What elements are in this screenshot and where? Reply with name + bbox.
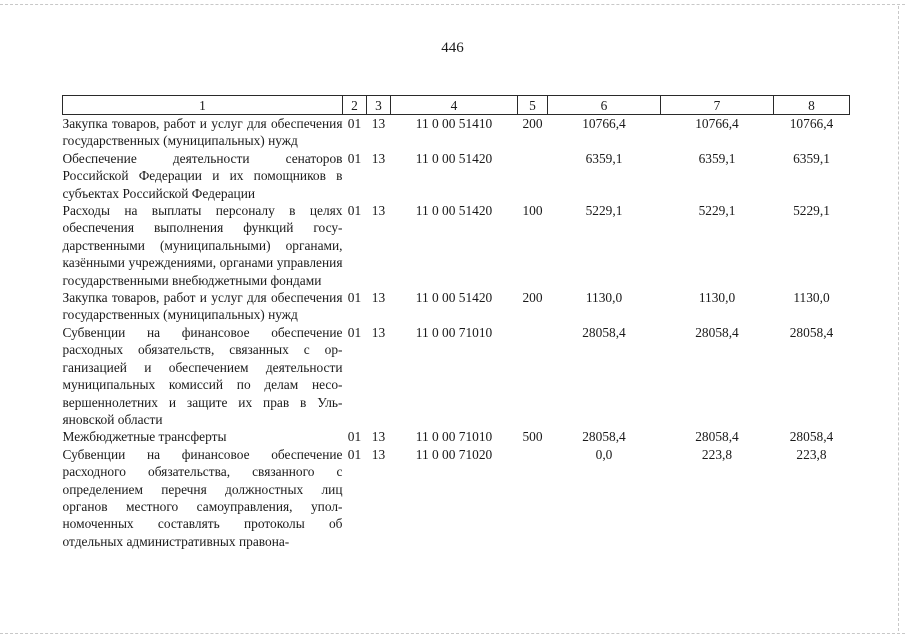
row-name: Субвенции на финансовое обеспечение расходного обязательства, связанного с определением перечня должностных лиц органов местного самоуправления, уполномоченных составлять протоколы об отдельных административных правона- bbox=[62, 446, 343, 549]
row-name: Закупка товаров, работ и услуг для обеспечения государственных (муниципальных) нужд bbox=[62, 290, 343, 323]
scan-edge-top bbox=[0, 4, 905, 5]
scan-edge-right bbox=[898, 6, 899, 631]
row-amount-8: 6359,1 bbox=[793, 150, 830, 166]
row-name: Субвенции на финансовое обеспечение расходных обязательств, связанных с организацией и обеспечением деятельности муниципальных комиссий по делам несовершеннолетних и защите их прав в Ульяновской области bbox=[62, 324, 343, 427]
row-target-code: 11 0 00 51420 bbox=[415, 150, 493, 166]
row-amount-6: 6359,1 bbox=[585, 150, 623, 166]
row-target-code: 11 0 00 51420 bbox=[415, 203, 493, 219]
header-cell: 3 bbox=[367, 96, 391, 115]
row-subsection: 13 bbox=[371, 446, 386, 462]
table-row bbox=[63, 324, 850, 428]
row-amount-7: 6359,1 bbox=[698, 150, 736, 166]
row-target-code: 11 0 00 51420 bbox=[415, 290, 493, 306]
row-amount-6: 10766,4 bbox=[582, 116, 626, 131]
row-amount-8: 1130,0 bbox=[793, 290, 830, 306]
row-expense-type bbox=[518, 446, 548, 550]
budget-table bbox=[62, 95, 850, 550]
table-row bbox=[63, 150, 850, 202]
row-section: 01 bbox=[347, 324, 362, 340]
row-section: 01 bbox=[347, 290, 362, 306]
row-expense-type: 200 bbox=[522, 290, 543, 306]
row-amount-8: 223,8 bbox=[796, 446, 827, 462]
row-section: 01 bbox=[347, 150, 362, 166]
row-expense-type bbox=[518, 150, 548, 202]
row-subsection: 13 bbox=[371, 290, 386, 306]
row-amount-6: 28058,4 bbox=[582, 429, 626, 445]
row-subsection: 13 bbox=[371, 116, 386, 131]
row-name: Обеспечение деятельности сенаторов Российской Федерации и их помощников в субъектах Российской Федерации bbox=[62, 150, 343, 201]
row-amount-7: 1130,0 bbox=[698, 290, 736, 306]
header-cell: 7 bbox=[661, 96, 774, 115]
row-subsection: 13 bbox=[371, 150, 386, 166]
row-name: Закупка товаров, работ и услуг для обеспечения государственных (муниципальных) нужд bbox=[62, 116, 343, 149]
row-name: Межбюджетные трансферты bbox=[62, 429, 227, 445]
row-subsection: 13 bbox=[371, 203, 386, 219]
row-expense-type: 200 bbox=[522, 116, 543, 131]
row-section: 01 bbox=[347, 446, 362, 462]
row-amount-6: 1130,0 bbox=[585, 290, 623, 306]
row-section: 01 bbox=[347, 429, 362, 445]
row-amount-6: 28058,4 bbox=[582, 324, 626, 340]
row-name: Расходы на выплаты персоналу в целях обеспечения выполнения функций государственными (муниципальными) органами, казёнными учреждениями, органами управления государственными внебюджетными фондами bbox=[62, 203, 343, 288]
table-row bbox=[63, 115, 850, 150]
row-target-code: 11 0 00 71020 bbox=[415, 446, 493, 462]
row-section: 01 bbox=[347, 116, 362, 131]
row-amount-8: 10766,4 bbox=[789, 116, 834, 131]
row-expense-type: 100 bbox=[522, 203, 543, 219]
table-row bbox=[63, 289, 850, 324]
row-subsection: 13 bbox=[371, 324, 386, 340]
header-cell: 2 bbox=[343, 96, 367, 115]
row-expense-type: 500 bbox=[522, 429, 543, 445]
row-amount-7: 223,8 bbox=[701, 446, 733, 462]
row-subsection: 13 bbox=[371, 429, 386, 445]
row-amount-8: 28058,4 bbox=[789, 429, 834, 445]
row-amount-7: 28058,4 bbox=[695, 429, 739, 445]
row-target-code: 11 0 00 71010 bbox=[415, 429, 493, 445]
row-expense-type bbox=[518, 324, 548, 428]
row-amount-7: 10766,4 bbox=[695, 116, 739, 131]
header-row bbox=[63, 96, 850, 115]
row-amount-8: 28058,4 bbox=[789, 324, 834, 340]
row-amount-7: 28058,4 bbox=[695, 324, 739, 340]
header-cell: 1 bbox=[63, 96, 343, 115]
table-row bbox=[63, 446, 850, 550]
header-cell: 8 bbox=[774, 96, 850, 115]
page-number: 446 bbox=[441, 40, 464, 56]
row-amount-6: 5229,1 bbox=[585, 203, 623, 219]
header-cell: 6 bbox=[548, 96, 661, 115]
row-amount-8: 5229,1 bbox=[793, 203, 830, 219]
row-target-code: 11 0 00 71010 bbox=[415, 324, 493, 340]
scan-edge-bottom bbox=[0, 633, 905, 634]
row-section: 01 bbox=[347, 203, 362, 219]
table-row bbox=[63, 428, 850, 445]
row-amount-7: 5229,1 bbox=[698, 203, 736, 219]
table-row bbox=[63, 202, 850, 289]
row-target-code: 11 0 00 51410 bbox=[415, 116, 493, 131]
header-cell: 4 bbox=[391, 96, 518, 115]
row-amount-6: 0,0 bbox=[595, 446, 613, 462]
header-cell: 5 bbox=[518, 96, 548, 115]
